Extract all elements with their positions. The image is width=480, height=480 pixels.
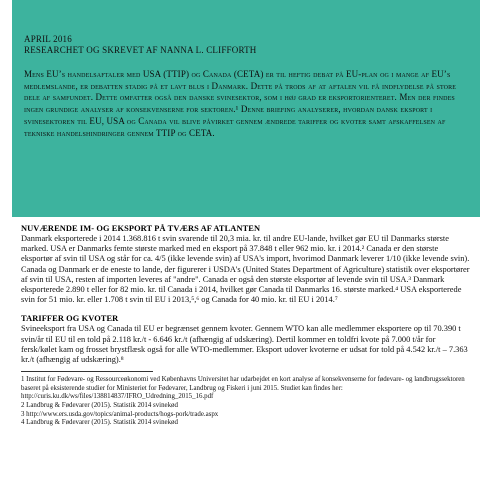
main-content [21, 223, 471, 428]
footnote-divider [21, 371, 153, 372]
footnote-4: 4 Landbrug & Fødevarer (2015). Statistik 2014 svinekød [21, 419, 178, 427]
byline: RESEARCHET OG SKREVET AF NANNA L. CLIFFORTH [24, 45, 257, 55]
footnote-2: 2 Landbrug & Fødevarer (2015). Statistik 2014 svinekød [21, 402, 178, 410]
publication-date: APRIL 2016 [24, 34, 72, 44]
summary-banner [12, 0, 480, 217]
section-heading-trade: NUVÆRENDE IM- OG EKSPORT PÅ TVÆRS AF ATLANTEN [21, 224, 261, 233]
summary-paragraph: Mens EU’s handelsaftaler med USA (TTIP) og Canada (CETA) er til heftig debat på EU-plan og i mange af EU’s medlemslande, er debatten stadig på et lavt blus i Danmark. Dette på trods af at aftalen vil få indflydelse på store dele af samfundet. Dette omfatter også den danske svinesektor, som i høj grad er eksportorienteret. Men der findes ingen grundige analyser af konsekvenserne for sektoren.¹ Denne briefing analyserer, hvordan dansk eksport i svinesektoren til EU, USA og Canada vil blive påvirket gennem ændrede tariffer og kvoter samt afskaffelsen af tekniske handelshindringer gennem TTIP og CETA. [24, 69, 457, 138]
footnote-1: 1 Institut for Fødevare- og Ressourceøkonomi ved Københavns Universitet har udarbejdet en kort analyse af konsekvenserne for fødevare- og landbrugssektoren baseret på eksisterende studier for Ministeriet for Fødevarer, Landbrug og Fiskeri i juni 2015. Studiet kan findes her: http://curis.ku.dk/ws/files/138814837/IFRO_Udredning_2015_16.pdf [21, 376, 465, 401]
footnotes-list [21, 376, 471, 428]
section-body-trade: Danmark eksporterede i 2014 1.368.816 t svin svarende til 20,3 mia. kr. til andre EU-lande, hvilket gør EU til Danmarks største marked. USA er Danmarks femte største marked med en eksport på 37.848 t eller 962 mio. kr. i 2014.² Canada er den største eksportør af svin til USA og står for ca. 4/5 (ikke levende svin) af USA's import, hvorimod Danmark leverer 1/10 (ikke levende svin). Canada og Danmark er de eneste to lande, der figurerer i USDA's (United States Department of Agriculture) statistik over eksportører af svin til USA, resten af importen leveres af "andre". Canada er også den største eksportør af levende svin til USA.³ Danmark eksporterede 2.890 t eller for 82 mio. kr. til Canada i 2014, hvilket gør Canada til Danmarks 16. største marked.⁴ USA eksporterede svin for 51 mio. kr. eller 1.708 t svin til EU i 2013,⁵,⁶ og Canada for 40 mio. kr. til EU i 2014.⁷ [21, 234, 470, 305]
section-body-tariffs: Svineeksport fra USA og Canada til EU er begrænset gennem kvoter. Gennem WTO kan alle medlemmer eksportere op til 70.390 t svin/år til EU til en told på 2.118 kr./t - 6.646 kr./t (afhængig af udskæring). Dertil kommer en toldfri kvote på 7.000 t/år for fersk/kølet kam og frosset brystflæsk også for alle WTO-medlemmer. Eksport udover kvoterne er udsat for told på 4.542 kr./t – 7.363 kr./t (afhængig af udskæring).⁸ [21, 324, 468, 365]
section-heading-tariffs: TARIFFER OG KVOTER [21, 314, 119, 324]
footnote-3: 3 http://www.ers.usda.gov/topics/animal-products/hogs-pork/trade.aspx [21, 410, 219, 418]
